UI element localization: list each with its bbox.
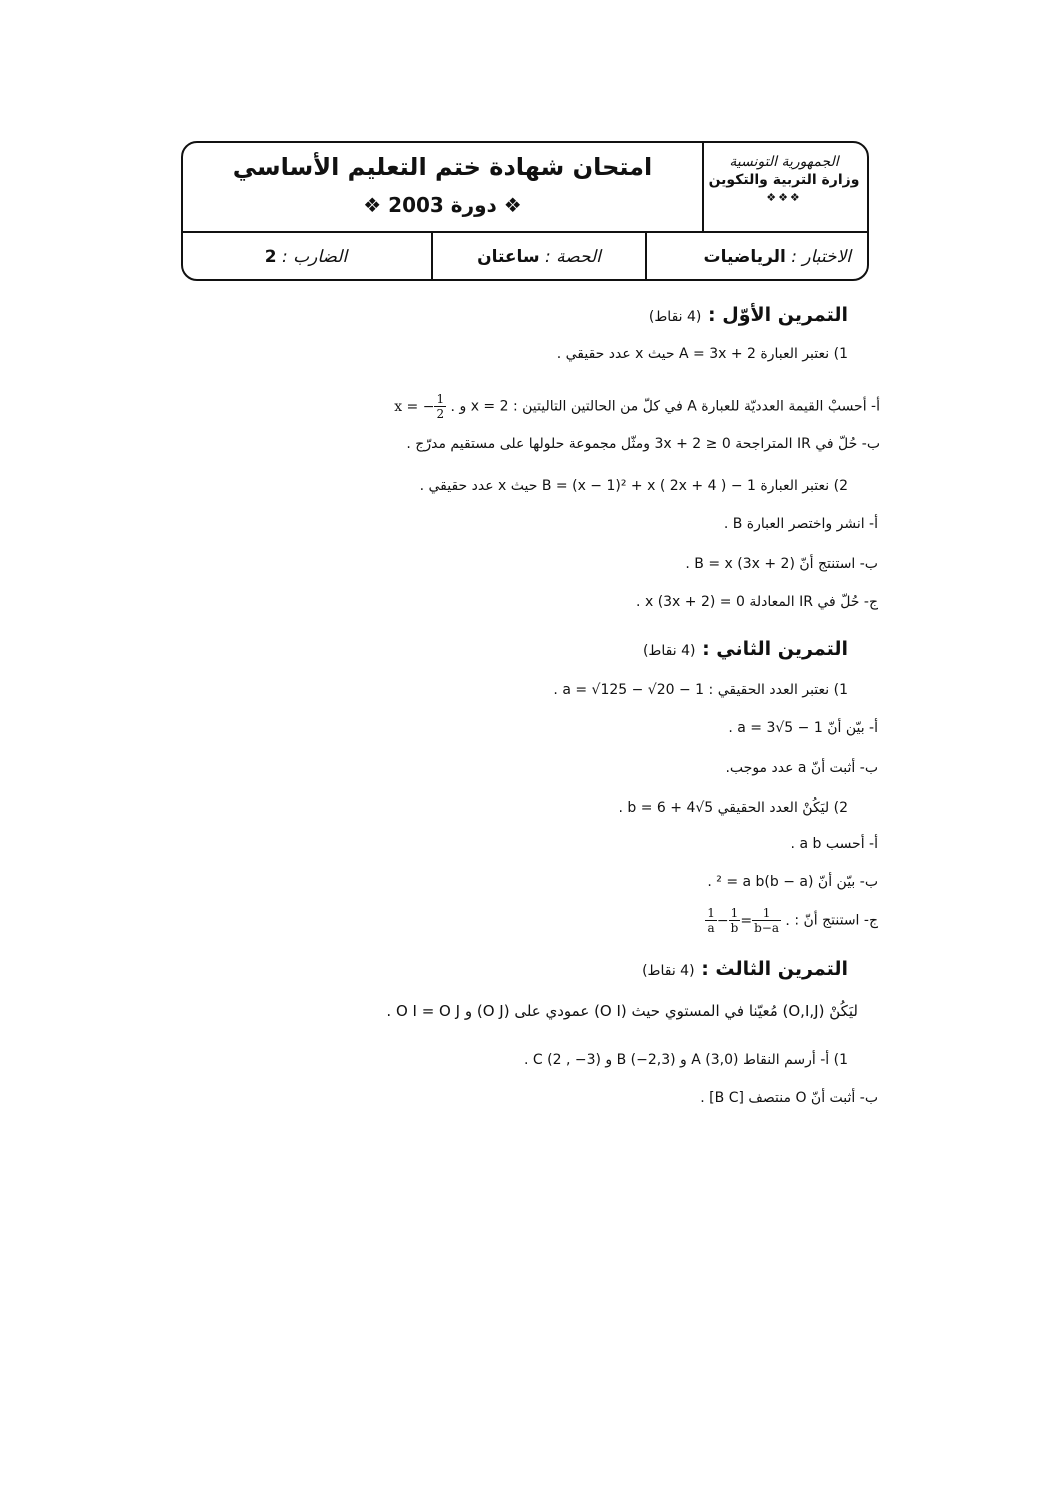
- ex3-question-1b: ب- أثبت أنّ O منتصف [B C] .: [700, 1090, 878, 1106]
- ministry-name: وزارة التربية والتكوين: [708, 172, 860, 188]
- ex1-question-1b: ب- حُلّ في IR المتراجحة 3x + 2 ≥ 0 ومثّل مجموعة حلولها على مستقيم مدرّج .: [406, 436, 880, 452]
- fraction-equation: $\frac{1}{a}$ − $\frac{1}{b}$ = $\frac{1}{b-a}$ .: [707, 906, 790, 935]
- exam-header: [181, 141, 869, 281]
- ex2-question-2a: أ- أحسب a b .: [790, 836, 878, 852]
- ex2-question-2c: ج- استنتج أنّ : $\frac{1}{a}$ − $\frac{1}{b}$ = $\frac{1}{b-a}$ .: [707, 906, 878, 935]
- ministry-block: [701, 143, 867, 231]
- exam-content: [180, 300, 880, 1130]
- duration-cell: [431, 233, 647, 281]
- exam-session: ❖ دورة 2003 ❖: [363, 193, 522, 217]
- ex3-intro: ليَكُنْ (O,I,J) مُعيّنا في المستوي حيث (O I) عمودي على (O J) و O I = O J .: [386, 1002, 858, 1020]
- duration-value: ساعتان: [477, 247, 540, 267]
- coefficient-label: الضارب :: [282, 247, 348, 267]
- ornament: ❖❖❖: [766, 191, 802, 204]
- ex2-question-1: 1) نعتبر العدد الحقيقي : a = √125 − √20 − 1 .: [553, 682, 848, 698]
- ex1-question-2: 2) نعتبر العبارة B = (x − 1)² + x ( 2x + 4 ) − 1 حيث x عدد حقيقي .: [419, 478, 848, 494]
- exam-info-row: [183, 233, 867, 281]
- ex1-question-2a: أ- انشر واختصر العبارة B .: [723, 516, 878, 532]
- ex2-question-2b: ب- بيّن أنّ (b − a)² = a b .: [707, 874, 878, 890]
- exam-title: امتحان شهادة ختم التعليم الأساسي: [232, 153, 653, 181]
- subject-value: الرياضيات: [703, 247, 786, 267]
- ministry-country: الجمهورية التونسية: [729, 154, 839, 170]
- duration-label: الحصة :: [545, 247, 601, 267]
- ex3-question-1a: 1) أ- أرسم النقاط A (3,0) و B (−2,3) و C (2 , −3) .: [524, 1052, 848, 1068]
- ex1-question-2b: ب- استنتج أنّ B = x (3x + 2) .: [685, 556, 878, 572]
- exercise-1-title: التمرين الأوّل : (4 نقاط): [648, 304, 848, 326]
- ex1-question-1a: أ- أحسبْ القيمة العدديّة للعبارة A في كلّ من الحالتين التاليتين : x = 2 و x = − $\frac{1}{2}$ .: [394, 392, 880, 421]
- ex1-question-1: 1) نعتبر العبارة A = 3x + 2 حيث x عدد حقيقي .: [556, 346, 848, 362]
- fraction-half: $\frac{1}{2}$: [436, 392, 445, 421]
- ex2-question-1a: أ- بيّن أنّ a = 3√5 − 1 .: [728, 720, 878, 736]
- ex2-question-1b: ب- أثبت أنّ a عدد موجب.: [725, 760, 878, 776]
- exercise-3-title: التمرين الثالث : (4 نقاط): [642, 958, 848, 980]
- coefficient-value: 2: [264, 247, 277, 267]
- ex2-question-2: 2) ليَكُنْ العدد الحقيقي b = 6 + 4√5 .: [618, 800, 848, 816]
- exercise-2-title: التمرين الثاني : (4 نقاط): [642, 638, 848, 660]
- subject-label: الاختبار :: [791, 247, 851, 267]
- coefficient-cell: [181, 233, 431, 281]
- ex1-question-2c: ج- حُلّ في IR المعادلة x (3x + 2) = 0 .: [636, 594, 878, 610]
- header-divider-vertical: [702, 143, 704, 231]
- subject-cell: [647, 233, 867, 281]
